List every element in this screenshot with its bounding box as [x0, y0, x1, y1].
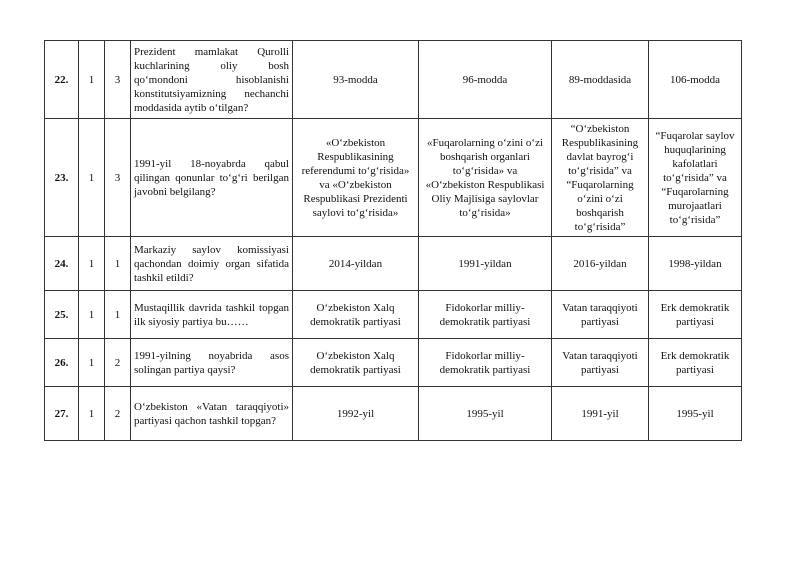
difficulty-cell: 2 [105, 387, 131, 441]
answer-c: Vatan taraqqiyoti partiyasi [552, 291, 649, 339]
table-row [45, 119, 742, 237]
answer-c: 1991-yil [552, 387, 649, 441]
difficulty-cell: 3 [105, 41, 131, 119]
question-text: O‘zbekiston «Vatan taraqqiyoti» partiyasi qachon tashkil topgan? [131, 387, 293, 441]
answer-c: Vatan taraqqiyoti partiyasi [552, 339, 649, 387]
question-number: 22. [45, 41, 79, 119]
question-number: 24. [45, 237, 79, 291]
answer-b: 1995-yil [419, 387, 552, 441]
question-number: 27. [45, 387, 79, 441]
table-row [45, 41, 742, 119]
answer-a: 1992-yil [293, 387, 419, 441]
difficulty-cell: 2 [105, 339, 131, 387]
level-cell: 1 [79, 291, 105, 339]
level-cell: 1 [79, 339, 105, 387]
answer-b: Fidokorlar milliy-demokratik partiyasi [419, 339, 552, 387]
table-row [45, 237, 742, 291]
answer-b: «Fuqarolarning o‘zini o‘zi boshqarish organlari to‘g‘risida» va «O‘zbekiston Respublikasi Oliy Majlisiga saylovlar to‘g‘risida» [419, 119, 552, 237]
question-text: Markaziy saylov komissiyasi qachondan doimiy organ sifatida tashkil etildi? [131, 237, 293, 291]
level-cell: 1 [79, 119, 105, 237]
question-number: 23. [45, 119, 79, 237]
question-text: Mustaqillik davrida tashkil topgan ilk siyosiy partiya bu…… [131, 291, 293, 339]
table-row [45, 291, 742, 339]
question-table [44, 40, 742, 441]
question-text: Prezident mamlakat Qurolli kuchlarining oliy bosh qo‘mondoni hisoblanishi konstitutsiyamizning nechanchi moddasida aytib o‘tilgan? [131, 41, 293, 119]
answer-b: 96-modda [419, 41, 552, 119]
answer-d: 1995-yil [649, 387, 742, 441]
answer-b: 1991-yildan [419, 237, 552, 291]
answer-d: 1998-yildan [649, 237, 742, 291]
answer-a: O‘zbekiston Xalq demokratik partiyasi [293, 291, 419, 339]
answer-a: 93-modda [293, 41, 419, 119]
answer-d: Erk demokratik partiyasi [649, 339, 742, 387]
answer-c: 89-moddasida [552, 41, 649, 119]
question-text: 1991-yilning noyabrida asos solingan partiya qaysi? [131, 339, 293, 387]
level-cell: 1 [79, 237, 105, 291]
answer-a: «O‘zbekiston Respublikasining referendumi to‘g‘risida» va «O‘zbekiston Respublikasi Prezidenti saylovi to‘g‘risida» [293, 119, 419, 237]
difficulty-cell: 1 [105, 237, 131, 291]
table-row [45, 387, 742, 441]
answer-d: “Fuqarolar saylov huquqlarining kafolatlari to‘g‘risida” va “Fuqarolarning murojaatlari to‘g‘risida” [649, 119, 742, 237]
answer-a: 2014-yildan [293, 237, 419, 291]
question-number: 26. [45, 339, 79, 387]
answer-b: Fidokorlar milliy-demokratik partiyasi [419, 291, 552, 339]
answer-c: “O‘zbekiston Respublikasining davlat bayrog‘i to‘g‘risida” va “Fuqarolarning o‘zini o‘zi boshqarish to‘g‘risida” [552, 119, 649, 237]
difficulty-cell: 3 [105, 119, 131, 237]
difficulty-cell: 1 [105, 291, 131, 339]
question-number: 25. [45, 291, 79, 339]
answer-a: O‘zbekiston Xalq demokratik partiyasi [293, 339, 419, 387]
answer-d: 106-modda [649, 41, 742, 119]
level-cell: 1 [79, 41, 105, 119]
answer-d: Erk demokratik partiyasi [649, 291, 742, 339]
answer-c: 2016-yildan [552, 237, 649, 291]
table-row [45, 339, 742, 387]
question-text: 1991-yil 18-noyabrda qabul qilingan qonunlar to‘g‘ri berilgan javobni belgilang? [131, 119, 293, 237]
level-cell: 1 [79, 387, 105, 441]
